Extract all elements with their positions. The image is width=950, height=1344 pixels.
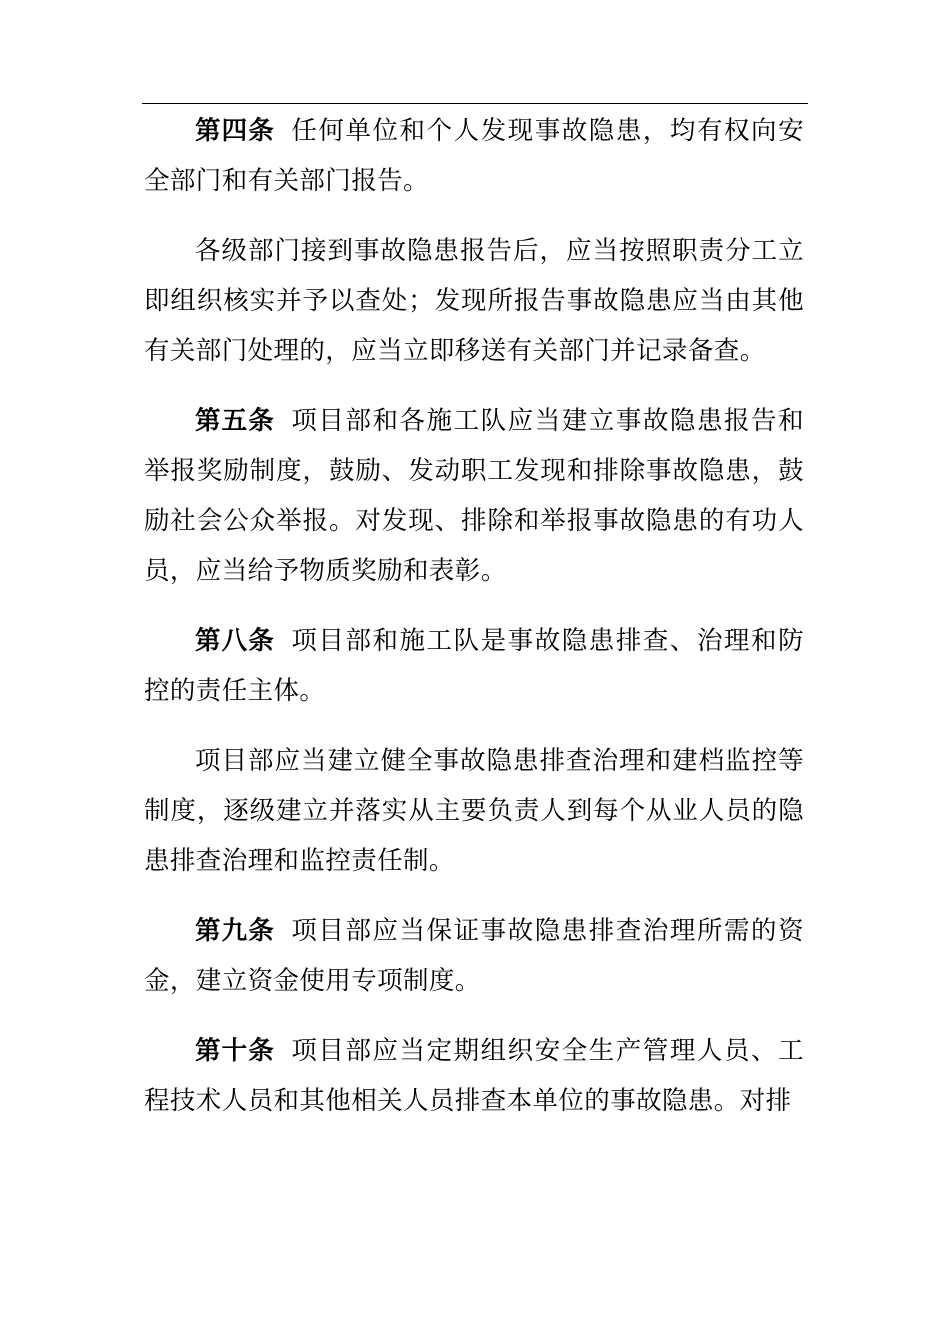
paragraph-text: 任何单位和个人发现事故隐患，均有权向安全部门和有关部门报告。	[144, 116, 804, 196]
article-heading: 第八条	[195, 626, 275, 656]
paragraph-article-8	[144, 616, 804, 716]
paragraph-article-4	[144, 106, 804, 206]
header-rule	[142, 103, 808, 104]
article-heading: 第十条	[195, 1036, 275, 1066]
article-heading: 第四条	[195, 116, 275, 146]
paragraph-text: 项目部应当保证事故隐患排查治理所需的资金，建立资金使用专项制度。	[144, 916, 804, 996]
paragraph-article-9	[144, 906, 804, 1006]
paragraph-article-8-cont	[144, 736, 804, 886]
paragraph-text: 项目部应当定期组织安全生产管理人员、工程技术人员和其他相关人员排查本单位的事故隐患。对排	[144, 1036, 804, 1116]
article-heading: 第五条	[195, 406, 275, 436]
paragraph-text: 各级部门接到事故隐患报告后，应当按照职责分工立即组织核实并予以查处；发现所报告事故隐患应当由其他有关部门处理的，应当立即移送有关部门并记录备查。	[144, 236, 804, 366]
article-heading: 第九条	[195, 916, 275, 946]
paragraph-text: 项目部应当建立健全事故隐患排查治理和建档监控等制度，逐级建立并落实从主要负责人到每个从业人员的隐患排查治理和监控责任制。	[144, 746, 804, 876]
paragraph-text: 项目部和各施工队应当建立事故隐患报告和举报奖励制度，鼓励、发动职工发现和排除事故隐患，鼓励社会公众举报。对发现、排除和举报事故隐患的有功人员，应当给予物质奖励和表彰。	[144, 406, 804, 586]
document-body	[144, 106, 804, 1146]
paragraph-article-4-cont	[144, 226, 804, 376]
paragraph-text: 项目部和施工队是事故隐患排查、治理和防控的责任主体。	[144, 626, 804, 706]
paragraph-article-5	[144, 396, 804, 596]
paragraph-article-10	[144, 1026, 804, 1126]
